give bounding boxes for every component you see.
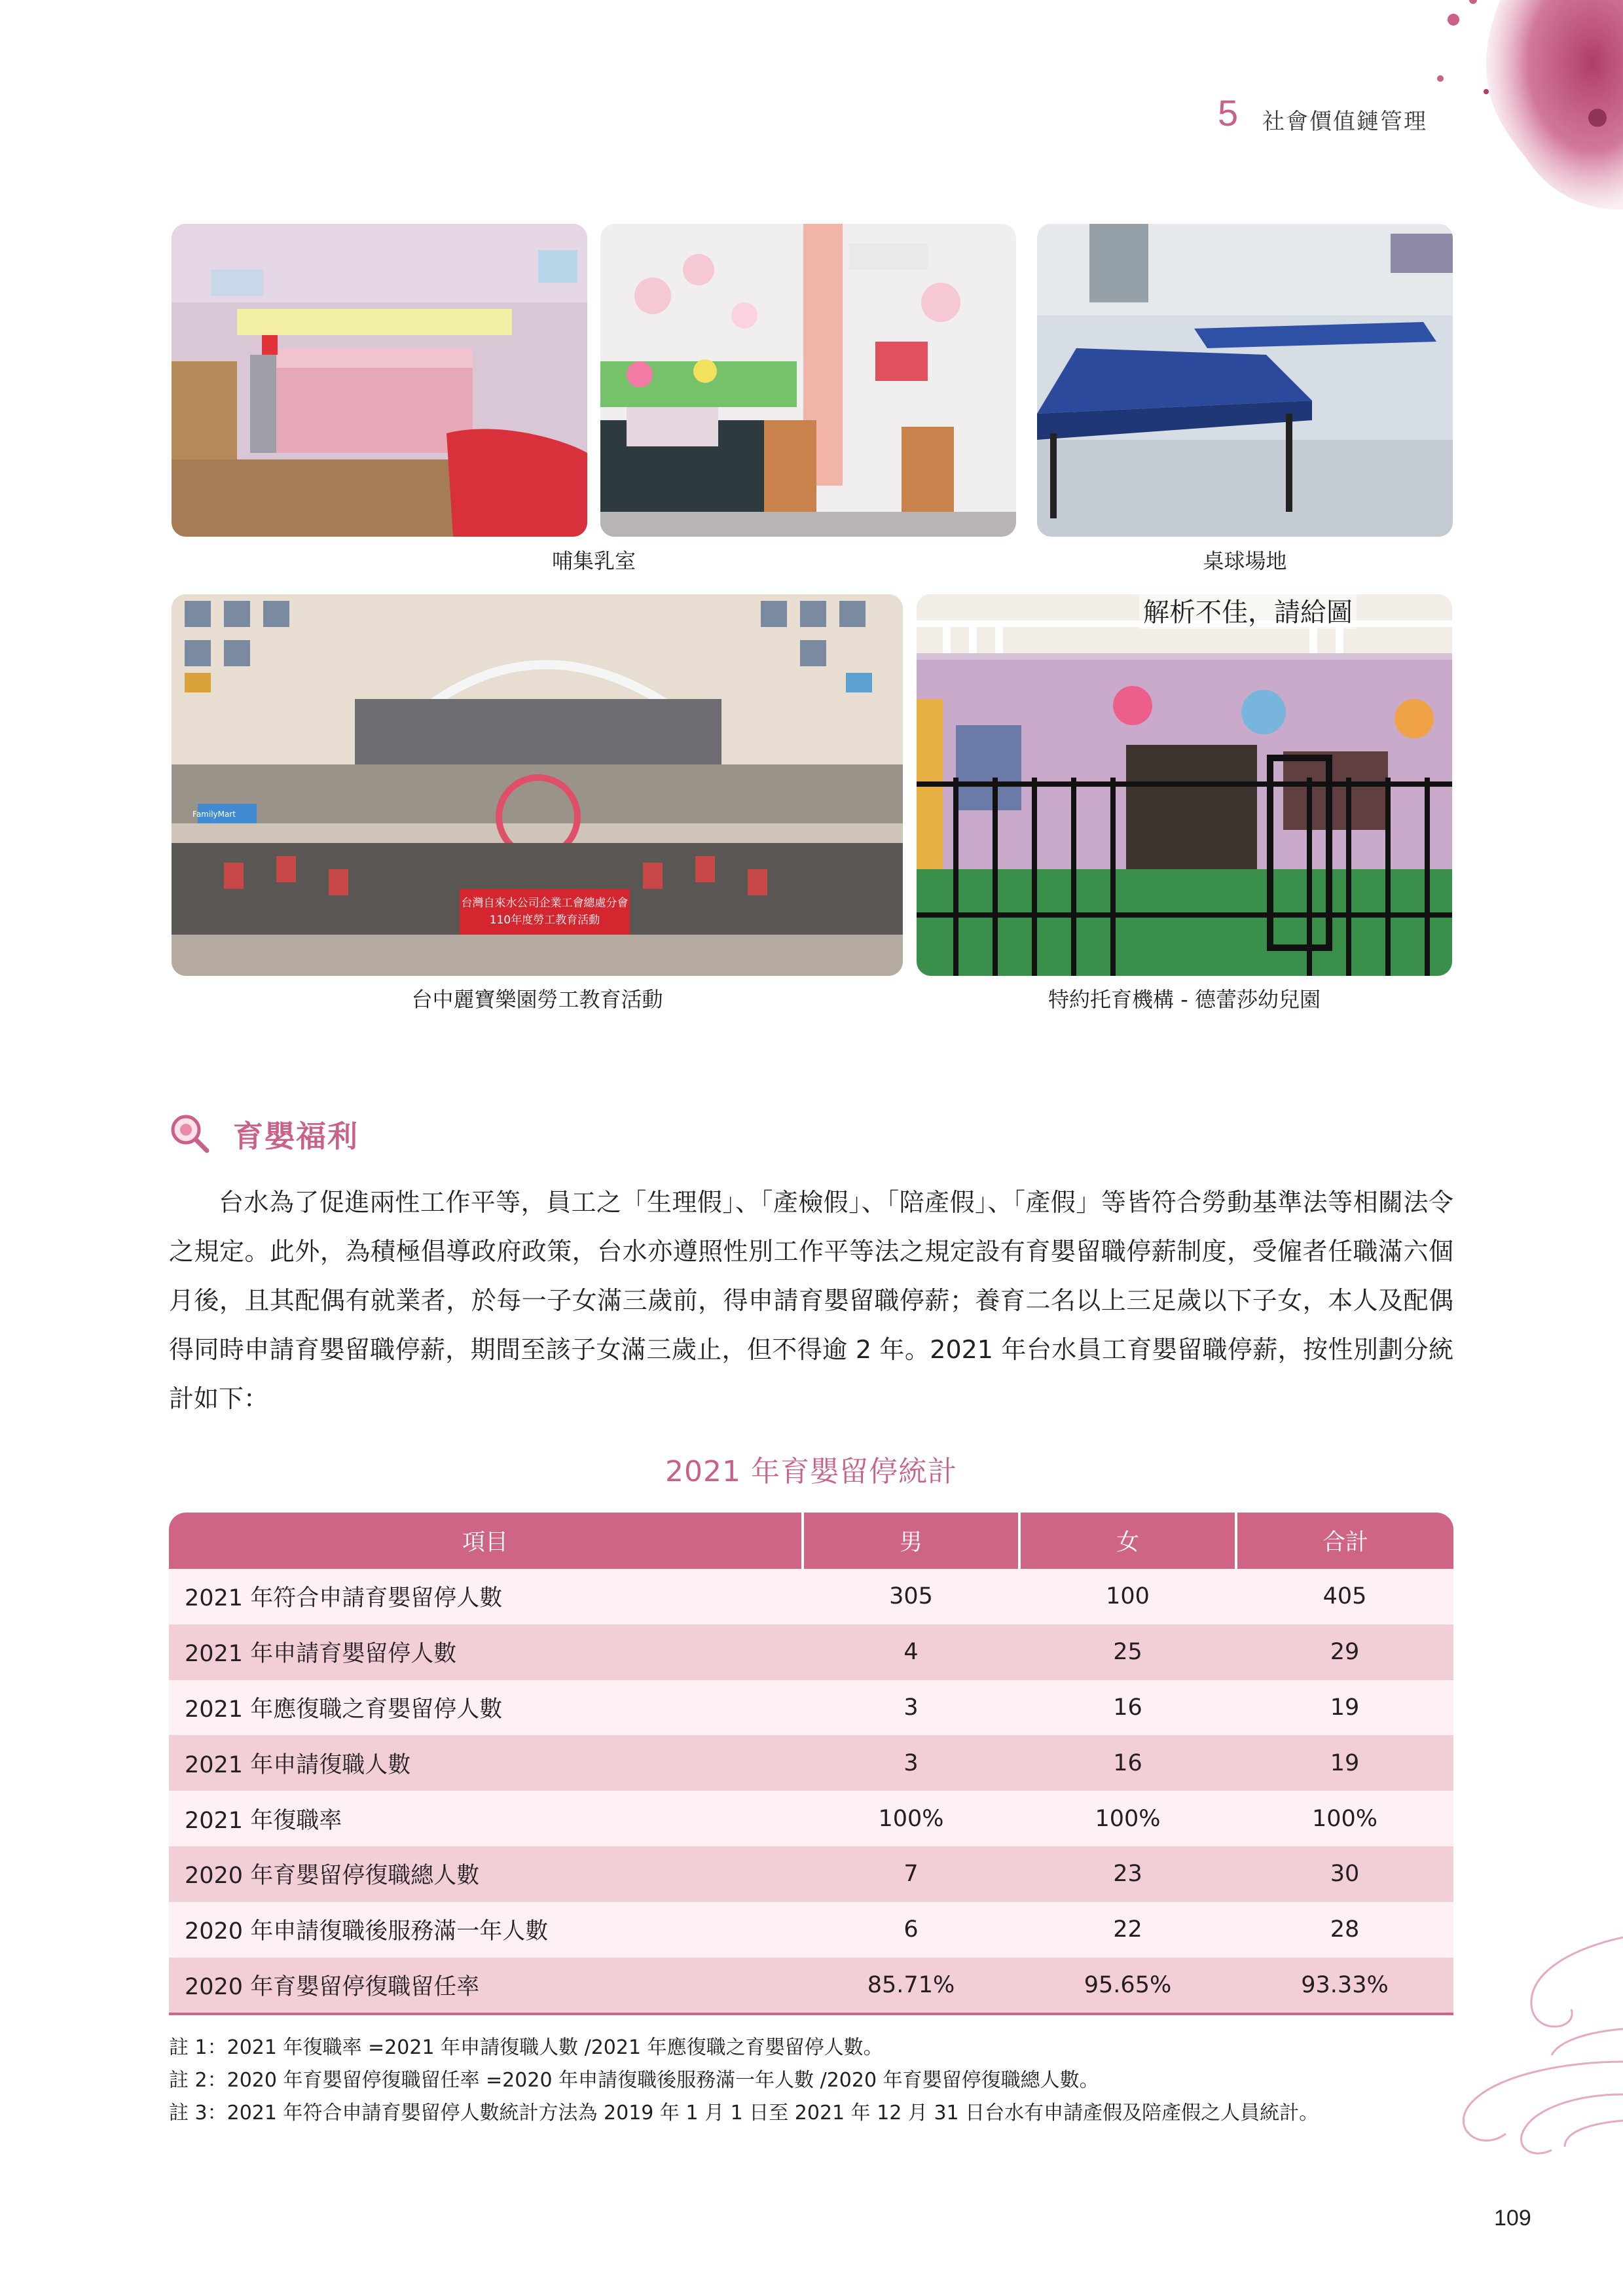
chapter-title: 社會價值鏈管理 bbox=[1262, 109, 1427, 135]
row-item: 2021 年復職率 bbox=[169, 1791, 803, 1846]
table-row bbox=[169, 1846, 1453, 1902]
swirl-decoration bbox=[1368, 1898, 1623, 2173]
header-female: 女 bbox=[1019, 1513, 1236, 1569]
row-total: 30 bbox=[1236, 1846, 1453, 1902]
row-female: 95.65% bbox=[1019, 1958, 1236, 2015]
row-male: 3 bbox=[803, 1680, 1019, 1736]
row-item: 2021 年申請復職人數 bbox=[169, 1735, 803, 1791]
row-total: 28 bbox=[1236, 1902, 1453, 1958]
row-item: 2021 年申請育嬰留停人數 bbox=[169, 1624, 803, 1680]
ink-blot-decoration bbox=[1427, 0, 1623, 236]
footnote-2: 註 2：2020 年育嬰留停復職留任率 =2020 年申請復職後服務滿一年人數 /2020 年育嬰留停復職總人數。 bbox=[169, 2069, 1099, 2092]
row-male: 100% bbox=[803, 1791, 1019, 1846]
footnote-1: 註 1：2021 年復職率 =2021 年申請復職人數 /2021 年應復職之育嬰留停人數。 bbox=[169, 2036, 883, 2059]
table-row bbox=[169, 1791, 1453, 1846]
row-item: 2021 年符合申請育嬰留停人數 bbox=[169, 1569, 803, 1624]
parental-leave-table bbox=[169, 1513, 1453, 2015]
row-male: 85.71% bbox=[803, 1958, 1019, 2015]
header-item: 項目 bbox=[169, 1513, 803, 1569]
row-total: 19 bbox=[1236, 1735, 1453, 1791]
footnote-3: 註 3：2021 年符合申請育嬰留停人數統計方法為 2019 年 1 月 1 日至 2021 年 12 月 31 日台水有申請產假及陪產假之人員統計。 bbox=[169, 2102, 1319, 2125]
table-row bbox=[169, 1680, 1453, 1736]
paragraph-text: 台水為了促進兩性工作平等，員工之「生理假」、「產檢假」、「陪產假」、「產假」等皆符合勞動基準法等相關法令之規定。此外，為積極倡導政府政策，台水亦遵照性別工作平等法之規定設有育嬰留職停薪制度，受僱者任職滿六個月後，且其配偶有就業者，於每一子女滿三歲前，得申請育嬰留職停薪；養育二名以上三足歲以下子女，本人及配偶得同時申請育嬰留職停薪，期間至該子女滿三歲止，但不得逾 2 年。2021 年台水員工育嬰留職停薪，按性別劃分統計如下： bbox=[169, 1188, 1453, 1413]
row-male: 4 bbox=[803, 1624, 1019, 1680]
body-paragraph bbox=[169, 1178, 1453, 1424]
header-total: 合計 bbox=[1236, 1513, 1453, 1569]
photo-table-tennis bbox=[1037, 224, 1453, 537]
table-row bbox=[169, 1735, 1453, 1791]
row-male: 3 bbox=[803, 1735, 1019, 1791]
row-total: 93.33% bbox=[1236, 1958, 1453, 2015]
table-row bbox=[169, 1958, 1453, 2015]
row-item: 2021 年應復職之育嬰留停人數 bbox=[169, 1680, 803, 1736]
caption-nursing-room: 哺集乳室 bbox=[551, 548, 636, 573]
row-total: 29 bbox=[1236, 1624, 1453, 1680]
banner-text-line1: 台灣自來水公司企業工會總處分會 bbox=[461, 897, 629, 910]
caption-kindergarten: 特約托育機構 - 德蕾莎幼兒園 bbox=[1048, 987, 1321, 1012]
row-female: 25 bbox=[1019, 1624, 1236, 1680]
row-total: 100% bbox=[1236, 1791, 1453, 1846]
row-male: 7 bbox=[803, 1846, 1019, 1902]
section-title: 育嬰福利 bbox=[233, 1119, 359, 1154]
table-title: 2021 年育嬰留停統計 bbox=[665, 1455, 957, 1488]
row-female: 16 bbox=[1019, 1680, 1236, 1736]
row-male: 305 bbox=[803, 1569, 1019, 1624]
row-female: 100% bbox=[1019, 1791, 1236, 1846]
image-quality-note: 解析不佳，請給圖 bbox=[1139, 592, 1357, 629]
row-total: 405 bbox=[1236, 1569, 1453, 1624]
caption-table-tennis: 桌球場地 bbox=[1203, 548, 1287, 573]
page-number: 109 bbox=[1494, 2206, 1531, 2231]
banner-text-line2: 110年度勞工教育活動 bbox=[489, 914, 600, 927]
photo-nursing-room-decor bbox=[600, 224, 1016, 537]
store-sign-text: FamilyMart bbox=[192, 810, 236, 819]
photo-kindergarten bbox=[917, 594, 1452, 976]
header-male: 男 bbox=[803, 1513, 1019, 1569]
row-item: 2020 年育嬰留停復職留任率 bbox=[169, 1958, 803, 2015]
row-female: 16 bbox=[1019, 1735, 1236, 1791]
caption-education-event: 台中麗寶樂園勞工教育活動 bbox=[411, 987, 663, 1012]
row-item: 2020 年育嬰留停復職總人數 bbox=[169, 1846, 803, 1902]
chapter-number: 5 bbox=[1218, 92, 1239, 134]
table-row bbox=[169, 1624, 1453, 1680]
photo-education-event-group bbox=[172, 594, 903, 976]
row-female: 22 bbox=[1019, 1902, 1236, 1958]
row-female: 23 bbox=[1019, 1846, 1236, 1902]
row-total: 19 bbox=[1236, 1680, 1453, 1736]
table-row bbox=[169, 1569, 1453, 1624]
table-header-row bbox=[169, 1513, 1453, 1569]
row-female: 100 bbox=[1019, 1569, 1236, 1624]
row-item: 2020 年申請復職後服務滿一年人數 bbox=[169, 1902, 803, 1958]
magnifier-icon bbox=[169, 1113, 210, 1153]
photo-nursing-room-kitchen bbox=[172, 224, 587, 537]
table-row bbox=[169, 1902, 1453, 1958]
row-male: 6 bbox=[803, 1902, 1019, 1958]
